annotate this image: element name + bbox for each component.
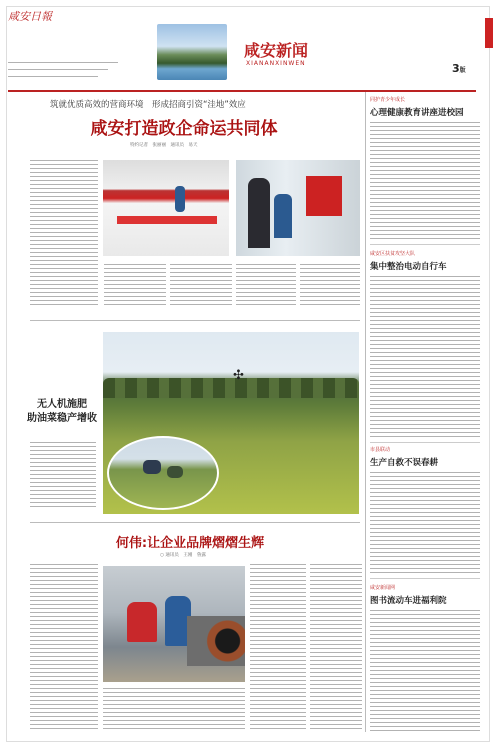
divider xyxy=(370,442,480,443)
right-section-label: 咸安区扶贫攻坚大队 xyxy=(370,251,416,257)
lead-text-col-3 xyxy=(170,262,232,308)
hewei-text-col-3 xyxy=(310,562,362,732)
header-landscape-photo xyxy=(157,24,227,80)
farmers-inset-photo xyxy=(107,436,219,510)
column-divider xyxy=(365,92,366,732)
lead-text-col-4 xyxy=(236,262,296,308)
page-edge-tab xyxy=(485,18,493,48)
drone-story-text xyxy=(30,440,96,510)
right-headline: 集中整治电动自行车 xyxy=(370,262,447,272)
right-headline: 生产自救不误春耕 xyxy=(370,458,439,468)
welders-photo xyxy=(103,566,245,682)
right-text xyxy=(370,274,480,438)
lead-text-col-1 xyxy=(30,158,98,306)
right-text xyxy=(370,608,480,732)
right-headline: 心理健康教育讲座进校园 xyxy=(370,108,464,118)
header-meta xyxy=(8,60,128,78)
drone-icon: ✣ xyxy=(233,368,244,383)
lead-headline: 咸安打造政企命运共同体 xyxy=(90,119,278,139)
right-text xyxy=(370,120,480,240)
hewei-byline: ○ 通讯员 王刚 鲁露 xyxy=(160,553,206,558)
lead-text-col-5 xyxy=(300,262,360,308)
right-column xyxy=(370,94,480,734)
hewei-text-col-1 xyxy=(30,562,98,732)
right-section-label: 咸安新闻网 xyxy=(370,585,396,591)
divider xyxy=(370,578,480,579)
hewei-headline: 何伟:让企业品牌熠熠生辉 xyxy=(115,536,265,551)
page-header xyxy=(8,6,476,92)
right-text xyxy=(370,470,480,574)
divider xyxy=(30,320,360,321)
right-section-label: 同护青少年成长 xyxy=(370,97,406,103)
workers-photo xyxy=(236,160,360,256)
lead-kicker: 筑就优质高效的营商环境 形成招商引资“洼地”效应 xyxy=(50,100,246,110)
divider xyxy=(30,522,360,523)
section-pinyin: XIANANXINWEN xyxy=(246,60,306,67)
lead-byline: 特约记者 张丽丽 通讯员 易天 xyxy=(130,143,198,148)
divider xyxy=(370,244,480,245)
section-title: 咸安新闻 xyxy=(244,41,309,60)
hewei-text-col-4 xyxy=(103,686,245,730)
right-section-label: 市县联动 xyxy=(370,447,391,453)
page-number: 3版 xyxy=(452,62,466,75)
drone-story-headline: 无人机施肥 助油菜稳产增收 xyxy=(27,399,97,424)
factory-photo xyxy=(103,160,229,256)
hewei-text-col-2 xyxy=(250,562,306,732)
right-headline: 图书流动车进福利院 xyxy=(370,596,447,606)
lead-text-col-2 xyxy=(104,262,166,308)
masthead-logo: 咸安日報 xyxy=(8,10,52,23)
